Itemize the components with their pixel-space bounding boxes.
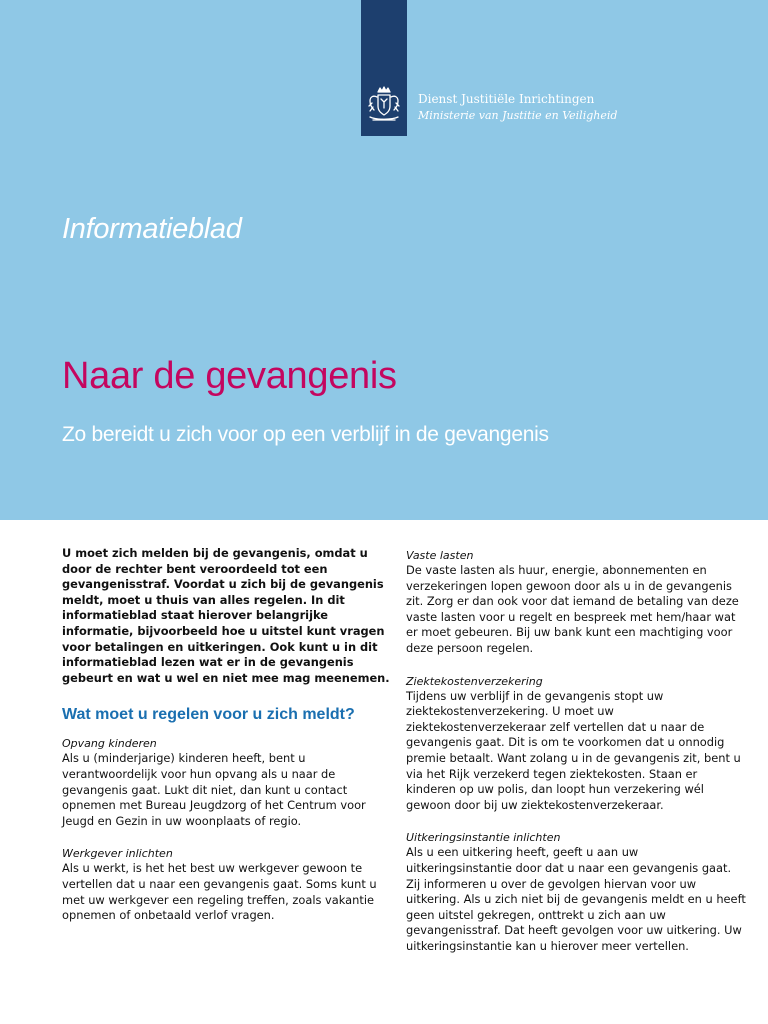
left-column — [62, 546, 397, 941]
subsection-heading: Opvang kinderen — [62, 737, 157, 751]
subsection-heading: Vaste lasten — [406, 549, 474, 562]
page-subtitle: Zo bereidt u zich voor op een verblijf in de gevangenis — [62, 423, 549, 446]
document-type: Informatieblad — [62, 213, 242, 245]
subsection-text: Als u werkt, is het het best uw werkgever gewoon te vertellen dat u naar een gevangenis gaat. Soms kunt u met uw werkgever een regeling treffen, zoals vakantie opnemen of onbetaald verlof vragen. — [62, 861, 377, 923]
royal-crest-icon — [364, 82, 404, 128]
subsection-text: Tijdens uw verblijf in de gevangenis stopt uw ziektekostenverzekering. U moet uw ziektekostenverzekeraar zelf vertellen dat u naar de gevangenis gaat. Dit is om te voorkomen dat u onnodig premie betaalt. Want zolang u in de gevangenis zit, bent u via het Rijk verzekerd tegen ziektekosten. Staan er kinderen op uw polis, dan loopt hun verzekering wél gewoon door bij uw ziektekostenverzekeraar. — [406, 688, 741, 812]
ministry-name: Ministerie van Justitie en Veiligheid — [418, 109, 618, 122]
subsection-heading: Werkgever inlichten — [62, 847, 173, 861]
section-heading: Wat moet u regelen voor u zich meldt? — [62, 706, 355, 724]
subsection-heading: Ziektekostenverzekering — [406, 674, 543, 688]
right-column — [406, 548, 746, 971]
organization-name: Dienst Justitiële Inrichtingen — [418, 92, 595, 106]
subsection-text: De vaste lasten als huur, energie, abonnementen en verzekeringen lopen gewoon door als u in de gevangenis zit. Zorg er dan ook voor dat iemand de betaling van deze vaste lasten voor u regelt en bespreek met hem/haar wat er moet gebeuren. Bij uw bank kunt een machtiging voor deze persoon regelen. — [406, 563, 739, 655]
subsection-text: Als u (minderjarige) kinderen heeft, bent u verantwoordelijk voor hun opvang als u naar de gevangenis gaat. Lukt dit niet, dan kunt u contact opnemen met Bureau Jeugdzorg of het Centrum voor Jeugd en Gezin in uw woonplaats of regio. — [62, 751, 366, 828]
intro-paragraph: U moet zich melden bij de gevangenis, omdat u door de rechter bent veroordeeld tot een gevangenisstraf. Voordat u zich bij de gevangenis meldt, moet u thuis van alles regelen. In dit informatieblad staat hierover belangrijke informatie, bijvoorbeeld hoe u uitstel kunt vragen voor betalingen en uitkeringen. Ook kunt u in dit informatieblad lezen wat er in de gevangenis gebeurt en wat u wel en niet mee mag meenemen. — [62, 546, 390, 685]
subsection-heading: Uitkeringsinstantie inlichten — [406, 831, 561, 845]
subsection-text: Als u een uitkering heeft, geeft u aan uw uitkeringsinstantie door dat u naar een gevangenis gaat. Zij informeren u over de gevolgen hiervan voor uw uitkering. Als u zich niet bij de gevangenis meldt en u heeft geen uitstel gekregen, onttrekt u zich aan uw gevangenisstraf. Dat heeft gevolgen voor uw uitkering. Uw uitkeringsinstantie kan u hierover meer vertellen. — [406, 845, 746, 953]
logo-bar — [361, 0, 407, 136]
page-title: Naar de gevangenis — [62, 355, 397, 397]
